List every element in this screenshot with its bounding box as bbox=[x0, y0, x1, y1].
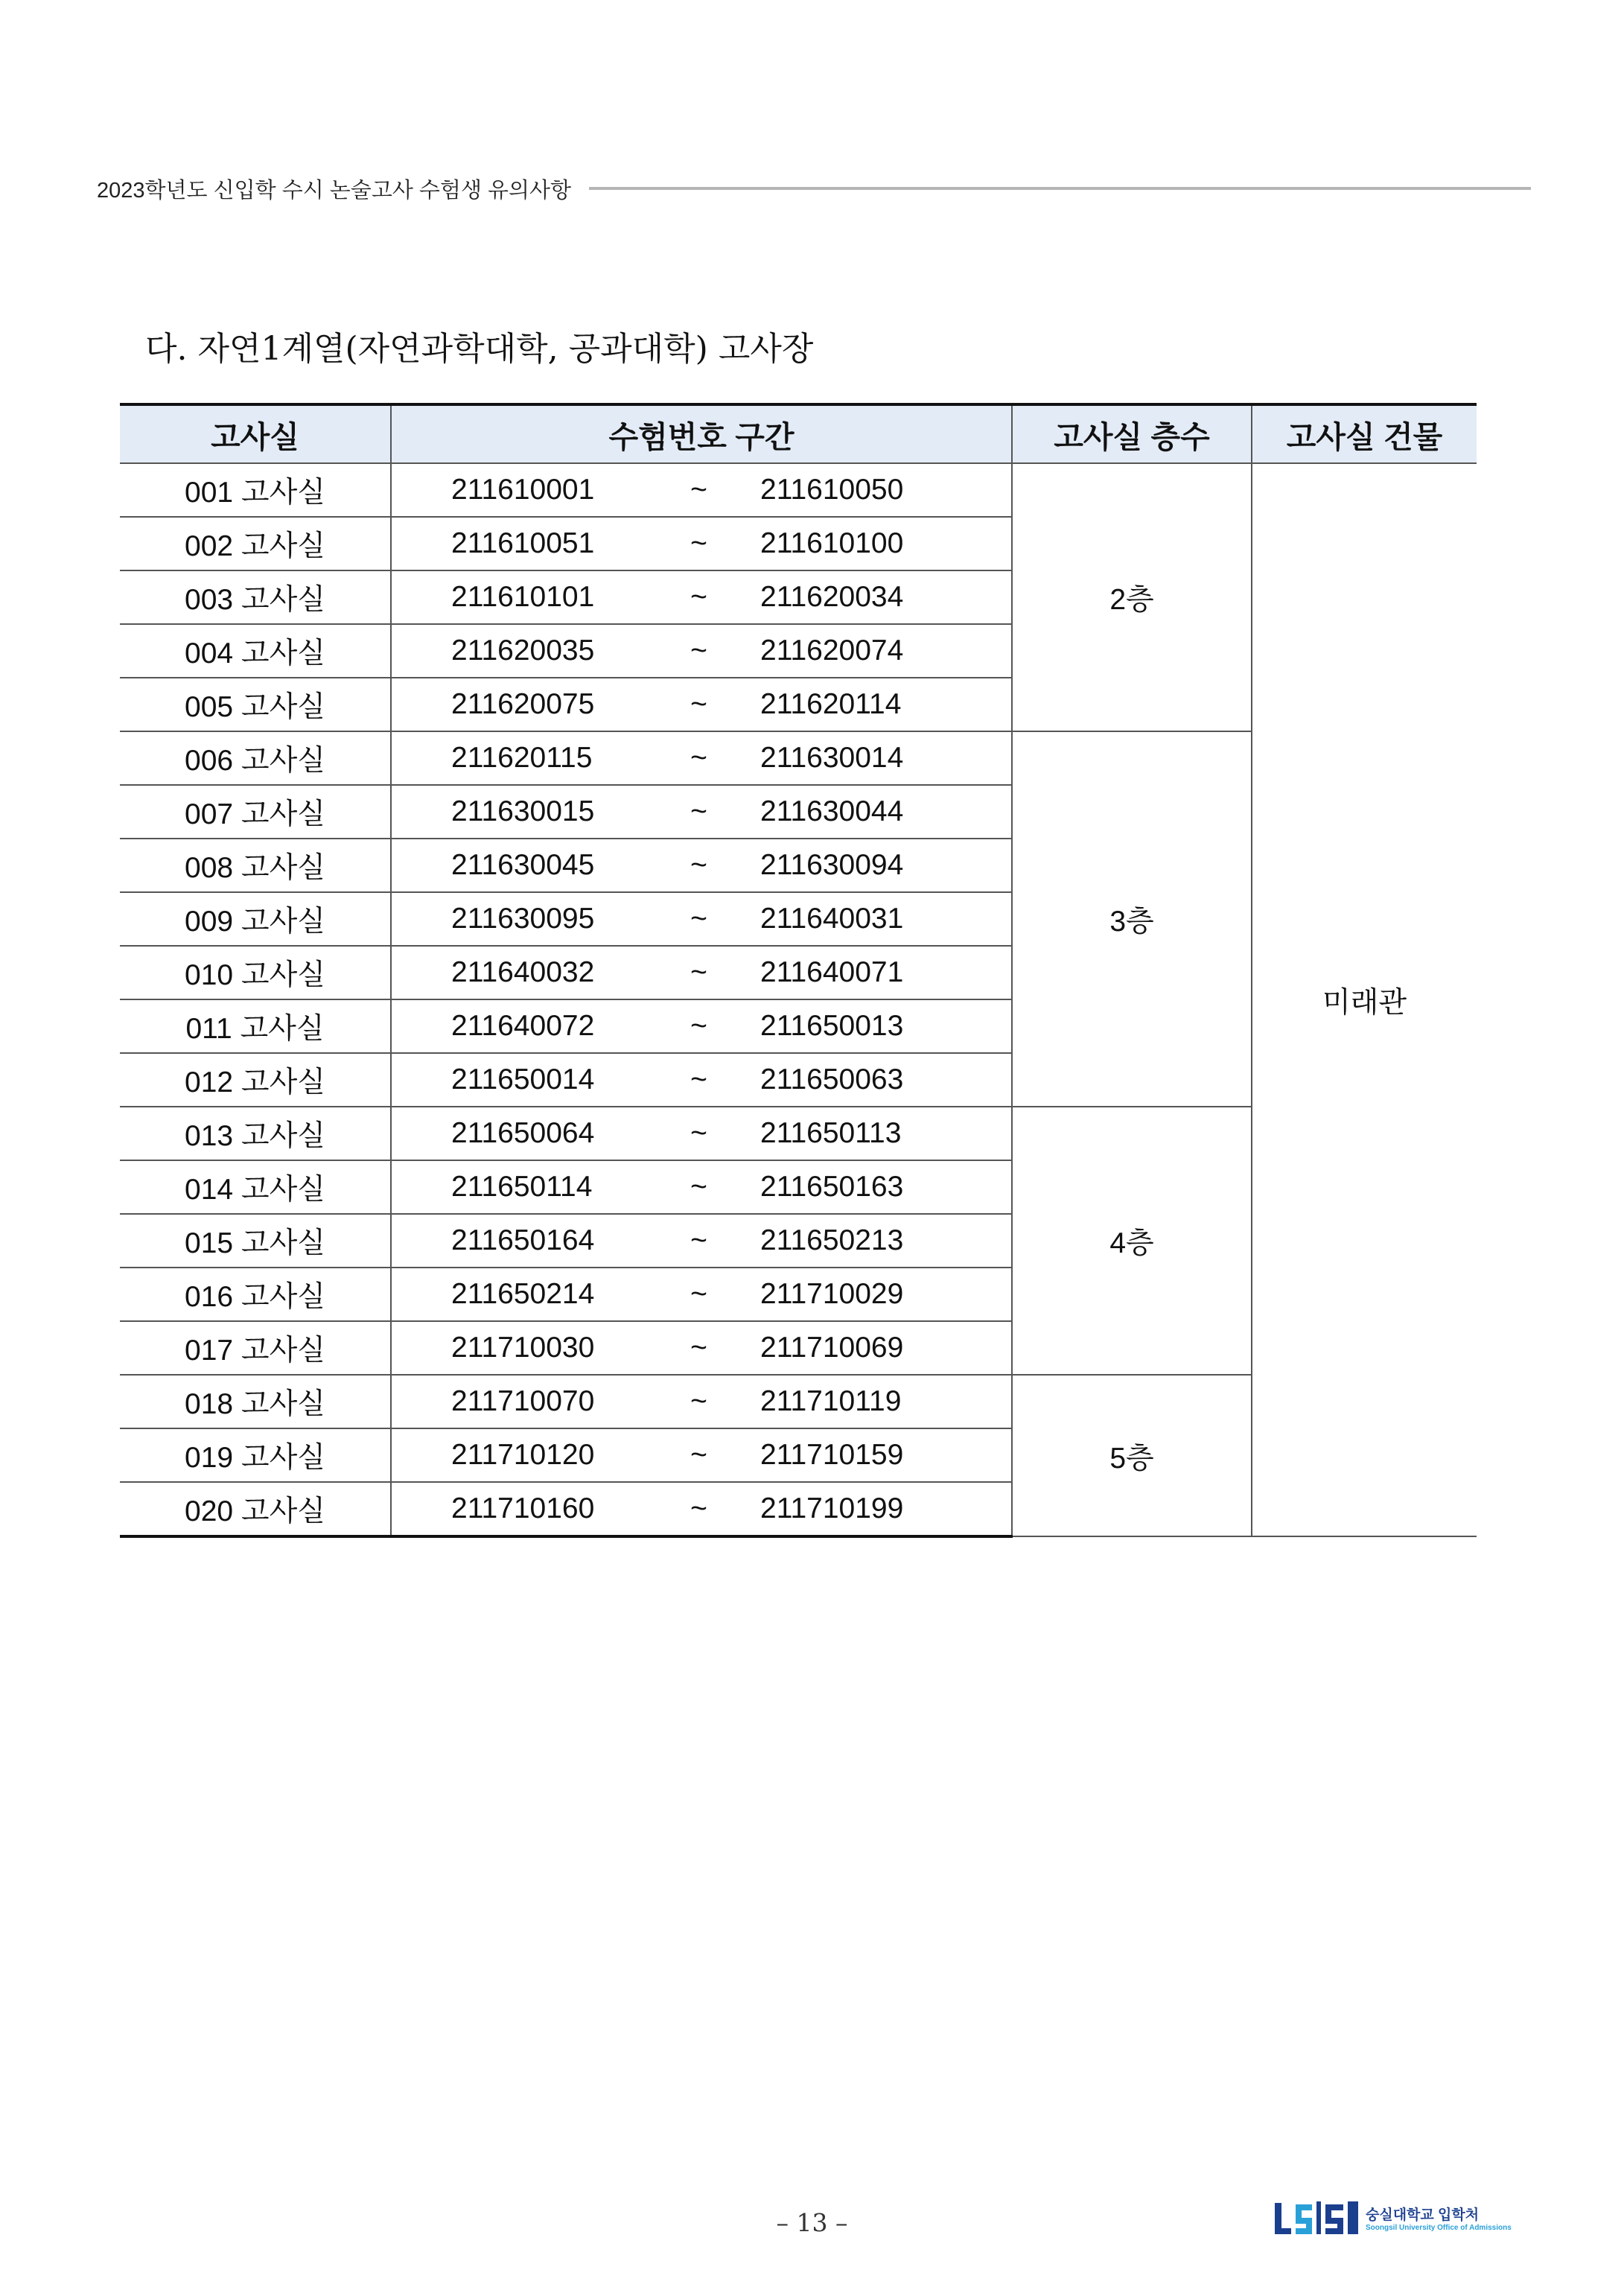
room-cell: 006 고사실 bbox=[120, 731, 391, 785]
range-start-number: 211650214 bbox=[451, 1278, 595, 1310]
floor-cell: 3층 bbox=[1012, 731, 1252, 1107]
range-separator: ~ bbox=[690, 1063, 707, 1095]
exam-range bbox=[392, 688, 1011, 721]
exam-range-cell bbox=[391, 678, 1012, 731]
range-separator: ~ bbox=[690, 795, 707, 827]
range-separator: ~ bbox=[690, 1439, 707, 1471]
range-end-number: 211620114 bbox=[760, 688, 902, 720]
range-separator: ~ bbox=[690, 474, 707, 506]
range-separator: ~ bbox=[690, 1332, 707, 1364]
exam-range-cell bbox=[391, 731, 1012, 785]
range-separator: ~ bbox=[690, 1010, 707, 1042]
range-start-number: 211710070 bbox=[451, 1385, 595, 1417]
range-end-number: 211710069 bbox=[760, 1332, 904, 1364]
room-cell: 017 고사실 bbox=[120, 1321, 391, 1375]
floor-cell: 4층 bbox=[1012, 1107, 1252, 1375]
exam-range bbox=[392, 1171, 1011, 1203]
range-end-number: 211640071 bbox=[760, 956, 904, 988]
range-separator: ~ bbox=[690, 903, 707, 935]
range-end-number: 211650113 bbox=[760, 1117, 902, 1149]
floor-cell: 5층 bbox=[1012, 1375, 1252, 1536]
range-end-number: 211710159 bbox=[760, 1439, 904, 1471]
room-cell: 011 고사실 bbox=[120, 999, 391, 1053]
exam-range bbox=[392, 795, 1011, 828]
range-separator: ~ bbox=[690, 1492, 707, 1524]
range-separator: ~ bbox=[690, 1224, 707, 1256]
exam-range bbox=[392, 1492, 1011, 1525]
table-row bbox=[120, 463, 1477, 517]
exam-range-cell bbox=[391, 1160, 1012, 1214]
room-cell: 016 고사실 bbox=[120, 1268, 391, 1321]
range-separator: ~ bbox=[690, 635, 707, 667]
exam-range-cell bbox=[391, 517, 1012, 570]
range-separator: ~ bbox=[690, 1117, 707, 1149]
room-cell: 018 고사실 bbox=[120, 1375, 391, 1428]
range-end-number: 211650013 bbox=[760, 1010, 904, 1042]
range-end-number: 211710029 bbox=[760, 1278, 904, 1310]
exam-range bbox=[392, 527, 1011, 560]
range-separator: ~ bbox=[690, 742, 707, 774]
exam-range-cell bbox=[391, 1428, 1012, 1482]
exam-range bbox=[392, 903, 1011, 935]
range-separator: ~ bbox=[690, 849, 707, 881]
room-cell: 005 고사실 bbox=[120, 678, 391, 731]
room-cell: 004 고사실 bbox=[120, 624, 391, 678]
range-start-number: 211620035 bbox=[451, 635, 595, 667]
header-room: 고사실 bbox=[120, 404, 391, 463]
room-cell: 020 고사실 bbox=[120, 1482, 391, 1536]
logo-text bbox=[1366, 2204, 1512, 2232]
room-cell: 001 고사실 bbox=[120, 463, 391, 517]
page-number: – 13 – bbox=[776, 2208, 848, 2237]
exam-range-cell bbox=[391, 1321, 1012, 1375]
range-separator: ~ bbox=[690, 1171, 707, 1203]
range-end-number: 211710119 bbox=[760, 1385, 902, 1417]
exam-range-cell bbox=[391, 1482, 1012, 1536]
range-end-number: 211610050 bbox=[760, 474, 904, 506]
table-body bbox=[120, 463, 1477, 1536]
exam-range bbox=[392, 1439, 1011, 1472]
range-start-number: 211630015 bbox=[451, 795, 595, 827]
range-end-number: 211630014 bbox=[760, 742, 904, 774]
page-header bbox=[97, 170, 1531, 207]
range-separator: ~ bbox=[690, 1278, 707, 1310]
header-exam-number-range: 수험번호 구간 bbox=[391, 404, 1012, 463]
range-end-number: 211710199 bbox=[760, 1492, 904, 1524]
range-start-number: 211710030 bbox=[451, 1332, 595, 1364]
exam-range bbox=[392, 635, 1011, 667]
range-start-number: 211640032 bbox=[451, 956, 595, 988]
range-start-number: 211610001 bbox=[451, 474, 595, 506]
floor-cell: 2층 bbox=[1012, 463, 1252, 731]
room-cell: 019 고사실 bbox=[120, 1428, 391, 1482]
range-start-number: 211610101 bbox=[451, 581, 595, 613]
exam-range-cell bbox=[391, 999, 1012, 1053]
header-building: 고사실 건물 bbox=[1252, 404, 1477, 463]
range-separator: ~ bbox=[690, 527, 707, 559]
exam-range-cell bbox=[391, 1375, 1012, 1428]
exam-range-cell bbox=[391, 785, 1012, 839]
ssu-logo-icon bbox=[1273, 2195, 1361, 2240]
range-end-number: 211650163 bbox=[760, 1171, 904, 1203]
range-start-number: 211650114 bbox=[451, 1171, 593, 1203]
header-title: 2023학년도 신입학 수시 논술고사 수험생 유의사항 bbox=[97, 178, 572, 203]
range-start-number: 211620115 bbox=[451, 742, 593, 774]
exam-range-cell bbox=[391, 946, 1012, 999]
room-cell: 009 고사실 bbox=[120, 892, 391, 946]
range-start-number: 211630045 bbox=[451, 849, 595, 881]
room-cell: 015 고사실 bbox=[120, 1214, 391, 1268]
exam-range bbox=[392, 1063, 1011, 1096]
exam-range bbox=[392, 1385, 1011, 1418]
room-cell: 013 고사실 bbox=[120, 1107, 391, 1160]
exam-range bbox=[392, 581, 1011, 614]
exam-range-cell bbox=[391, 892, 1012, 946]
range-end-number: 211650213 bbox=[760, 1224, 904, 1256]
exam-room-table bbox=[120, 403, 1477, 1538]
exam-range-cell bbox=[391, 839, 1012, 892]
range-start-number: 211640072 bbox=[451, 1010, 595, 1042]
range-separator: ~ bbox=[690, 956, 707, 988]
exam-range-cell bbox=[391, 1268, 1012, 1321]
range-end-number: 211630094 bbox=[760, 849, 904, 881]
room-cell: 010 고사실 bbox=[120, 946, 391, 999]
building-cell: 미래관 bbox=[1252, 463, 1477, 1536]
exam-range bbox=[392, 849, 1011, 882]
range-end-number: 211610100 bbox=[760, 527, 904, 559]
header-floor: 고사실 층수 bbox=[1012, 404, 1252, 463]
room-cell: 003 고사실 bbox=[120, 570, 391, 624]
exam-range bbox=[392, 474, 1011, 506]
range-start-number: 211650014 bbox=[451, 1063, 595, 1095]
logo-english: Soongsil University Office of Admissions bbox=[1366, 2224, 1512, 2232]
range-start-number: 211710160 bbox=[451, 1492, 595, 1524]
exam-range bbox=[392, 1332, 1011, 1364]
exam-range-cell bbox=[391, 1214, 1012, 1268]
range-end-number: 211620034 bbox=[760, 581, 904, 613]
header-rule bbox=[589, 187, 1531, 190]
room-cell: 014 고사실 bbox=[120, 1160, 391, 1214]
range-start-number: 211620075 bbox=[451, 688, 595, 720]
range-separator: ~ bbox=[690, 581, 707, 613]
exam-range-cell bbox=[391, 570, 1012, 624]
range-start-number: 211650164 bbox=[451, 1224, 595, 1256]
exam-range-cell bbox=[391, 624, 1012, 678]
university-logo bbox=[1273, 2195, 1512, 2240]
exam-range bbox=[392, 956, 1011, 989]
range-separator: ~ bbox=[690, 1385, 707, 1417]
range-start-number: 211610051 bbox=[451, 527, 595, 559]
exam-range bbox=[392, 1010, 1011, 1043]
range-end-number: 211640031 bbox=[760, 903, 904, 935]
room-cell: 008 고사실 bbox=[120, 839, 391, 892]
room-cell: 007 고사실 bbox=[120, 785, 391, 839]
range-start-number: 211630095 bbox=[451, 903, 595, 935]
exam-range-cell bbox=[391, 1107, 1012, 1160]
table-header-row bbox=[120, 404, 1477, 463]
exam-range-cell bbox=[391, 1053, 1012, 1107]
range-separator: ~ bbox=[690, 688, 707, 720]
exam-range bbox=[392, 1117, 1011, 1150]
exam-range-cell bbox=[391, 463, 1012, 517]
range-end-number: 211650063 bbox=[760, 1063, 904, 1095]
range-end-number: 211630044 bbox=[760, 795, 904, 827]
range-end-number: 211620074 bbox=[760, 635, 904, 667]
section-title: 다. 자연1계열(자연과학대학, 공과대학) 고사장 bbox=[145, 330, 814, 368]
room-cell: 002 고사실 bbox=[120, 517, 391, 570]
exam-range bbox=[392, 1224, 1011, 1257]
range-start-number: 211650064 bbox=[451, 1117, 595, 1149]
logo-korean: 숭실대학교 입학처 bbox=[1366, 2207, 1480, 2223]
exam-range bbox=[392, 1278, 1011, 1311]
range-start-number: 211710120 bbox=[451, 1439, 595, 1471]
exam-range bbox=[392, 742, 1011, 775]
room-cell: 012 고사실 bbox=[120, 1053, 391, 1107]
